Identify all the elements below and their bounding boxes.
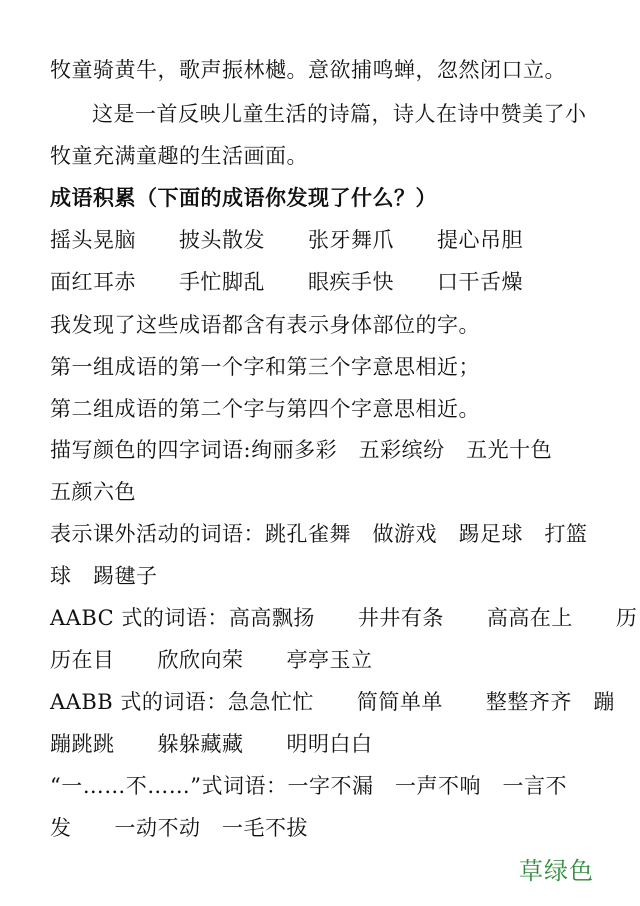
text-line: 蹦跳跳 躲躲藏藏 明明白白 bbox=[50, 732, 373, 756]
idiom-row: 摇头晃脑 披头散发 张牙舞爪 提心吊胆 bbox=[50, 228, 523, 252]
text-line: 发 一动不动 一毛不拔 bbox=[50, 816, 308, 840]
text-line: 第二组成语的第二个字与第四个字意思相近。 bbox=[50, 397, 480, 421]
paragraph-line: 这是一首反映儿童生活的诗篇，诗人在诗中赞美了小 bbox=[92, 102, 587, 126]
section-heading: 成语积累（下面的成语你发现了什么？） bbox=[50, 185, 437, 210]
text-line: “一……不……”式词语：一字不漏 一声不响 一言不 bbox=[50, 774, 567, 798]
poem-line: 牧童骑黄牛，歌声振林樾。意欲捕鸣蝉，忽然闭口立。 bbox=[50, 58, 566, 82]
text-line: 历在目 欣欣向荣 亭亭玉立 bbox=[50, 648, 373, 672]
text-line: AABB 式的词语：急急忙忙 简简单单 整整齐齐 蹦 bbox=[50, 690, 615, 714]
idiom-row: 面红耳赤 手忙脚乱 眼疾手快 口干舌燥 bbox=[50, 270, 523, 294]
watermark-label: 草绿色 bbox=[519, 857, 594, 885]
text-line: 球 踢毽子 bbox=[50, 564, 158, 588]
text-line: 第一组成语的第一个字和第三个字意思相近； bbox=[50, 355, 480, 379]
text-line: 五颜六色 bbox=[50, 480, 136, 504]
text-line: 表示课外活动的词语：跳孔雀舞 做游戏 踢足球 打篮 bbox=[50, 522, 588, 546]
text-line: AABC 式的词语：高高飘扬 井井有条 高高在上 历 bbox=[50, 606, 638, 630]
text-line: 我发现了这些成语都含有表示身体部位的字。 bbox=[50, 313, 480, 337]
paragraph-line: 牧童充满童趣的生活画面。 bbox=[50, 144, 308, 168]
text-line: 描写颜色的四字词语:绚丽多彩 五彩缤纷 五光十色 bbox=[50, 438, 553, 462]
